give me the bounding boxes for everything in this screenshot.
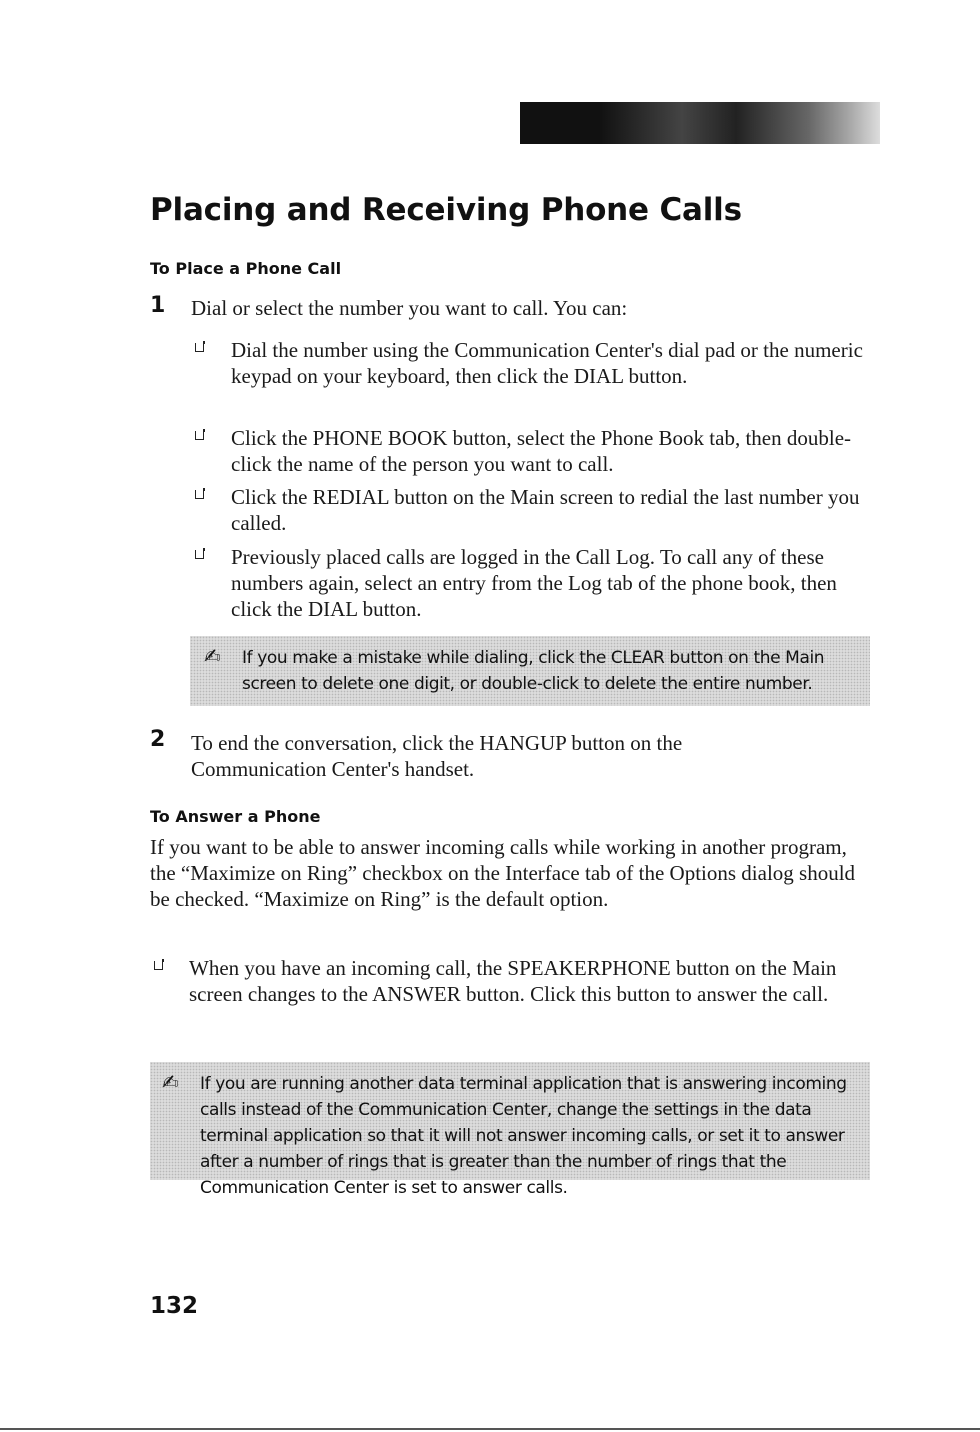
page-number: 132: [150, 1293, 199, 1319]
data-terminal-note-box: [150, 1062, 870, 1198]
page-title: Placing and Receiving Phone Calls: [150, 192, 742, 228]
pencil-note-icon: ✍: [204, 644, 221, 668]
pencil-note-icon: ✍: [162, 1070, 179, 1094]
bullet-redial: Click the REDIAL button on the Main screen to redial the last number you called.: [231, 485, 860, 535]
checkbox-bullet-icon: [154, 961, 163, 970]
checkbox-bullet-icon: [195, 343, 204, 352]
data-terminal-note-text: If you are running another data terminal application that is answering incoming calls instead of the Communication Center, change the settings in the data terminal application so that it will not answer incoming calls, or set it to answer after a number of rings that is greater than the number of rings that the Communication Center is set to answer calls.: [200, 1074, 847, 1198]
dialing-note-box: [190, 636, 870, 706]
step-2-text: To end the conversation, click the HANGUP button on the Communication Center's handset.: [191, 731, 683, 781]
answer-paragraph: If you want to be able to answer incoming calls while working in another program, the “Maximize on Ring” checkbox on the Interface tab of the Options dialog should be checked. “Maximize on Ring” is the default option.: [150, 835, 856, 911]
bullet-phone-book: Click the PHONE BOOK button, select the Phone Book tab, then double-click the name of the person you want to call.: [231, 426, 852, 476]
step-1-text: Dial or select the number you want to call. You can:: [191, 296, 628, 320]
bullet-incoming-call: When you have an incoming call, the SPEAKERPHONE button on the Main screen changes to the ANSWER button. Click this button to answer the call.: [189, 956, 837, 1006]
place-call-heading: To Place a Phone Call: [150, 259, 342, 278]
answer-call-heading: To Answer a Phone: [150, 807, 321, 826]
bottom-rule: [0, 1428, 980, 1430]
checkbox-bullet-icon: [195, 490, 204, 499]
checkbox-bullet-icon: [195, 550, 204, 559]
step-number-2: 2: [150, 727, 166, 752]
checkbox-bullet-icon: [195, 431, 204, 440]
bullet-dial-pad: Dial the number using the Communication Center's dial pad or the numeric keypad on your keyboard, then click the DIAL button.: [231, 338, 863, 388]
dialing-note-text: If you make a mistake while dialing, click the CLEAR button on the Main screen to delete one digit, or double-click to delete the entire number.: [242, 648, 825, 694]
step-number-1: 1: [150, 293, 166, 318]
bullet-call-log: Previously placed calls are logged in the Call Log. To call any of these numbers again, select an entry from the Log tab of the phone book, then click the DIAL button.: [231, 545, 837, 621]
header-decorative-band: [520, 102, 880, 144]
